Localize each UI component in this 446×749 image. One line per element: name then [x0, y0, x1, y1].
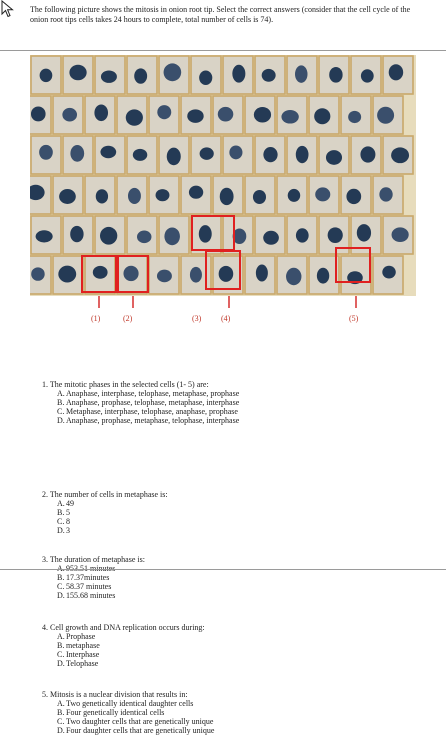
micrograph-nucleus [96, 189, 108, 203]
question-stem: 2. The number of cells in metaphase is: [42, 490, 168, 499]
micrograph-nucleus [317, 268, 329, 284]
micrograph-nucleus [36, 230, 53, 242]
micrograph-nucleus [39, 145, 53, 160]
answer-option[interactable]: C. 58.37 minutes [57, 582, 112, 591]
question-stem: 3. The duration of metaphase is: [42, 555, 145, 564]
cell-label-1: (1) [91, 314, 101, 323]
micrograph-nucleus [281, 110, 298, 124]
cell-label-4: (4) [221, 314, 231, 323]
micrograph-nucleus [296, 146, 309, 163]
micrograph-nucleus [167, 148, 181, 166]
divider-bottom [0, 569, 446, 570]
micrograph-nucleus [59, 189, 76, 204]
micrograph-nucleus [379, 187, 392, 201]
micrograph-nucleus [262, 69, 276, 82]
micrograph-nucleus [157, 105, 171, 119]
micrograph-nucleus [157, 270, 172, 283]
micrograph-nucleus [389, 64, 403, 80]
micrograph-nucleus [94, 104, 108, 121]
answer-option[interactable]: C. 8 [57, 517, 70, 526]
micrograph-nucleus [128, 188, 141, 204]
micrograph-nucleus [357, 224, 371, 242]
answer-option[interactable]: B. Anaphase, prophase, telophase, metaphase, interphase [57, 398, 240, 407]
micrograph-nucleus [295, 65, 307, 83]
answer-option[interactable]: B. Four genetically identical cells [57, 708, 165, 717]
micrograph-nucleus [100, 227, 117, 245]
label-pointer-lines [30, 296, 416, 312]
micrograph-nucleus [361, 69, 374, 82]
micrograph-nucleus [133, 149, 147, 161]
answer-option[interactable]: B. 17.37minutes [57, 573, 110, 582]
micrograph-nucleus [392, 227, 409, 242]
answer-option[interactable]: B. metaphase [57, 641, 100, 650]
answer-option[interactable]: D.Anaphase, prophase, metaphase, telophase, interphase [57, 416, 240, 425]
mouse-cursor-icon [1, 0, 15, 18]
micrograph-nucleus [254, 107, 271, 123]
question-stem: 1. The mitotic phases in the selected cells (1- 5) are: [42, 380, 209, 389]
micrograph-nucleus [70, 145, 84, 162]
micrograph-nucleus [263, 147, 277, 162]
micrograph-nucleus [134, 68, 147, 83]
micrograph-nucleus [377, 107, 394, 124]
divider-top [0, 50, 446, 51]
answer-option[interactable]: D.155.68 minutes [57, 591, 116, 600]
micrograph-nucleus [218, 107, 234, 122]
micrograph-nucleus [348, 111, 361, 123]
micrograph-nucleus [328, 227, 343, 243]
micrograph-nucleus [100, 146, 116, 159]
micrograph-nucleus [220, 188, 234, 205]
question-stem: 5. Mitosis is a nuclear division that results in: [42, 690, 188, 699]
question-intro: The following picture shows the mitosis in onion root tip. Select the correct answers (consider that the cell cycle of the onion root tips cells takes 24 hours to complete, total number of cells is 74). [30, 5, 411, 24]
micrograph-nucleus [31, 106, 46, 121]
micrograph-nucleus [164, 227, 180, 245]
micrograph-nucleus [123, 266, 138, 281]
answer-option[interactable]: A.Prophase [57, 632, 96, 641]
answer-option[interactable]: D.3 [57, 526, 70, 535]
micrograph-nucleus [199, 70, 212, 85]
answer-option[interactable]: B. 5 [57, 508, 70, 517]
answer-option[interactable]: C. Two daughter cells that are genetically unique [57, 717, 214, 726]
micrograph-nucleus [288, 189, 301, 202]
micrograph-nucleus [326, 150, 342, 165]
micrograph-nucleus [391, 147, 409, 163]
question-stem: 4. Cell growth and DNA replication occurs during: [42, 623, 205, 632]
micrograph-nucleus [69, 65, 86, 81]
question-4 [42, 623, 422, 668]
question-1 [42, 380, 422, 425]
answer-option[interactable]: D.Four daughter cells that are genetically unique [57, 726, 215, 735]
cell-label-5: (5) [349, 314, 359, 323]
micrograph-nucleus [314, 108, 330, 124]
answer-option[interactable]: C. Interphase [57, 650, 100, 659]
answer-option[interactable]: A.49 [57, 499, 74, 508]
micrograph-nucleus [126, 109, 143, 125]
micrograph-nucleus [40, 69, 53, 82]
micrograph-nucleus [164, 63, 182, 81]
micrograph-nucleus [263, 231, 279, 245]
question-5 [42, 690, 422, 735]
cell-label-2: (2) [123, 314, 133, 323]
micrograph-nucleus [93, 266, 108, 279]
micrograph-nucleus [58, 266, 76, 283]
micrograph-nucleus [62, 108, 77, 122]
micrograph-nucleus [187, 109, 203, 123]
micrograph-nucleus [382, 266, 395, 279]
micrograph-nucleus [229, 145, 242, 159]
micrograph-nucleus [137, 231, 151, 244]
micrograph-nucleus [315, 187, 330, 201]
answer-option[interactable]: A.Two genetically identical daughter cells [57, 699, 194, 708]
micrograph-nucleus [253, 190, 266, 204]
micrograph-nucleus [360, 146, 375, 162]
onion-root-tip-micrograph [30, 55, 416, 296]
micrograph-nucleus [200, 147, 214, 159]
micrograph-nucleus [256, 264, 268, 281]
micrograph-nucleus [189, 186, 203, 199]
micrograph-nucleus [219, 266, 234, 282]
micrograph-nucleus [296, 228, 309, 242]
micrograph-nucleus [232, 65, 245, 83]
micrograph-nucleus [286, 268, 301, 285]
answer-option[interactable]: D.Telophase [57, 659, 99, 668]
micrograph-nucleus [199, 225, 212, 243]
micrograph-nucleus [329, 67, 342, 83]
micrograph-nucleus [31, 267, 44, 280]
cell-label-3: (3) [192, 314, 202, 323]
question-2 [42, 490, 422, 535]
micrograph-nucleus [101, 70, 117, 82]
answer-option[interactable]: C. Metaphase, interphase, telophase, anaphase, prophase [57, 407, 238, 416]
micrograph-nucleus [190, 267, 202, 283]
micrograph-nucleus [156, 189, 170, 201]
micrograph-nucleus [346, 189, 361, 204]
answer-option[interactable]: A.Anaphase, interphase, telophase, metaphase, prophase [57, 389, 240, 398]
micrograph-nucleus [70, 226, 83, 242]
question-3 [42, 555, 422, 600]
